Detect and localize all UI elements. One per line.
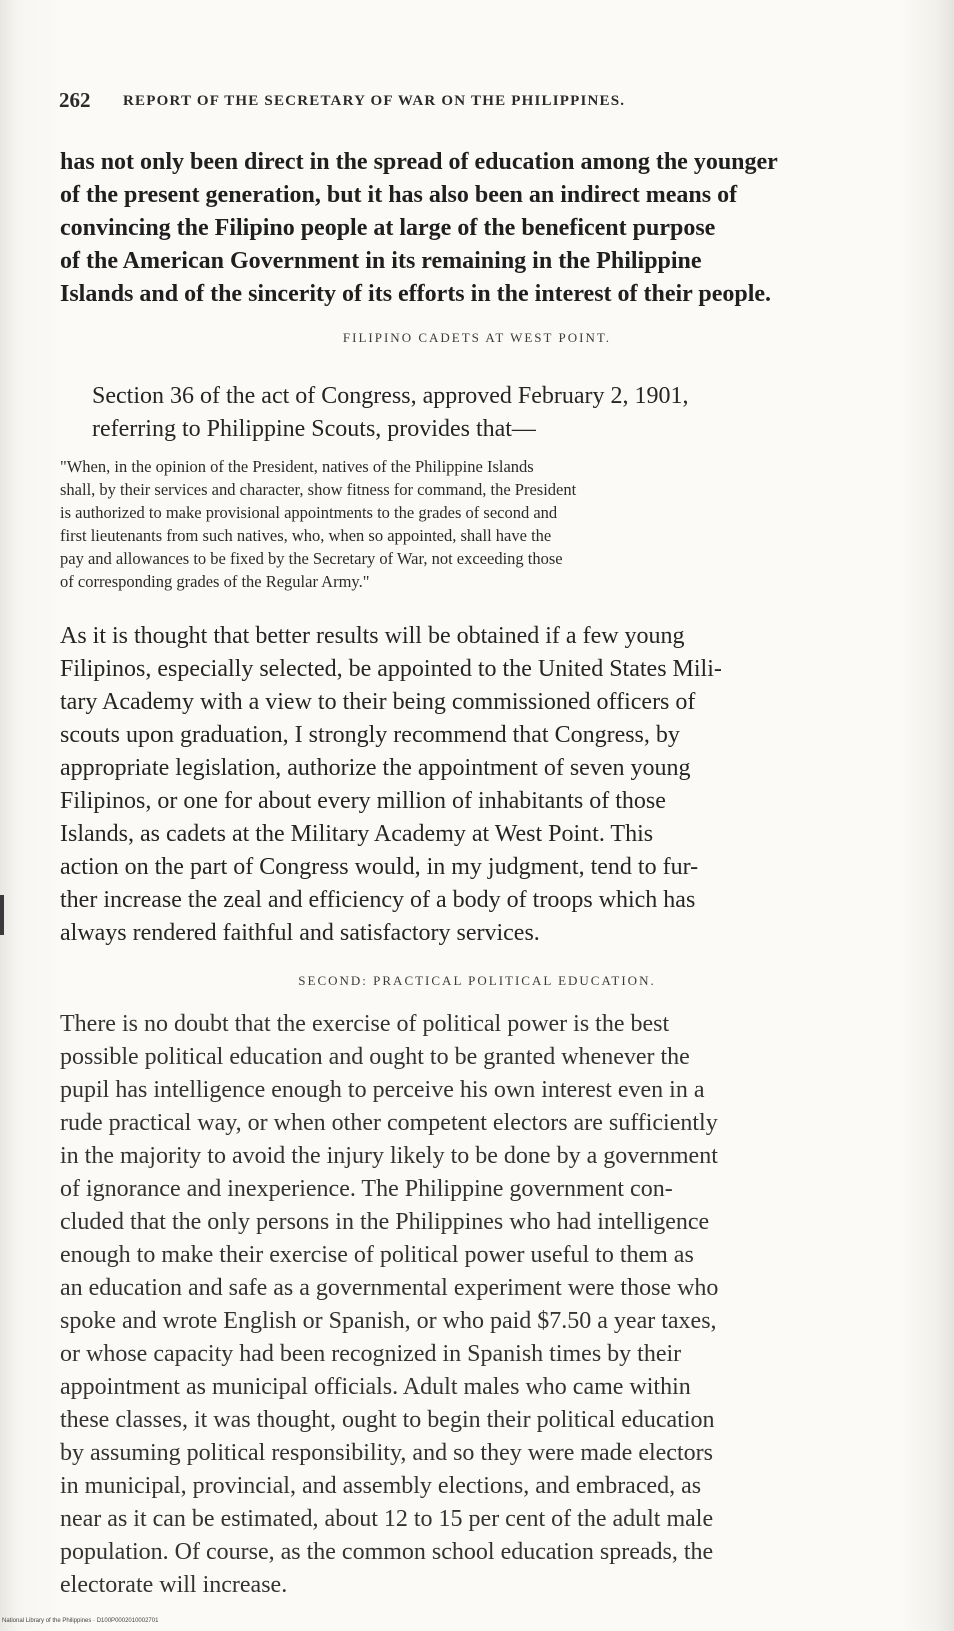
- running-head: REPORT OF THE SECRETARY OF WAR ON THE PHILIPPINES.: [123, 93, 626, 109]
- paragraph-political-education: There is no doubt that the exercise of political power is the best possible political education and ought to be granted whenever the pupil has intelligence enough to perceive his own interest even in a rude practical way, or when other competent electors are sufficiently in the majority to avoid the injury likely to be done by a government of ignorance and inexperience. The Philippine government con- cluded that the only persons in the Philippines who had intelligence enough to make their exercise of political power useful to them as an education and safe as a governmental experiment were those who spoke and wrote English or Spanish, or who paid $7.50 a year taxes, or whose capacity had been recognized in Spanish times by their appointment as municipal officials. Adult males who came within these classes, it was thought, ought to begin their political education by assuming political responsibility, and so they were made electors in municipal, provincial, and assembly elections, and embraced, as near as it can be estimated, about 12 to 15 per cent of the adult male population. Of course, as the common school education spreads, the electorate will increase.: [60, 1011, 719, 1598]
- block-quote: "When, in the opinion of the President, natives of the Philippine Islands shall, by their services and character, show fitness for command, the President is authorized to make provisional appointments to the grades of second and first lieutenants from such natives, who, when so appointed, shall have the pay and allowances to be fixed by the Secretary of War, not exceeding those of corresponding grades of the Regular Army.": [60, 457, 577, 591]
- page-header: [59, 88, 859, 120]
- paragraph-continuation: has not only been direct in the spread of education among the younger of the present generation, but it has also been an indirect means of convincing the Filipino people at large of the beneficent purpose of the American Government in its remaining in the Philippine Islands and of the sincerity of its efforts in the interest of their people.: [60, 149, 778, 307]
- page-number: 262: [59, 88, 91, 112]
- section-heading-political-education: SECOND: PRACTICAL POLITICAL EDUCATION.: [298, 973, 656, 988]
- scan-footer-id: National Library of the Philippines · D100P0002010002701: [2, 1618, 159, 1624]
- section-intro: Section 36 of the act of Congress, approved February 2, 1901, referring to Philippine Scouts, provides that—: [92, 383, 689, 442]
- paragraph-cadet-recommendation: As it is thought that better results will be obtained if a few young Filipinos, especially selected, be appointed to the United States Mili- tary Academy with a view to their being commissioned officers of scouts upon graduation, I strongly recommend that Congress, by appropriate legislation, authorize the appointment of seven young Filipinos, or one for about every million of inhabitants of those Islands, as cadets at the Military Academy at West Point. This action on the part of Congress would, in my judgment, tend to fur- ther increase the zeal and efficiency of a body of troops which has always rendered faithful and satisfactory services.: [60, 623, 722, 946]
- scan-edge-mark: [0, 895, 4, 935]
- section-heading-filipino-cadets: FILIPINO CADETS AT WEST POINT.: [342, 330, 612, 345]
